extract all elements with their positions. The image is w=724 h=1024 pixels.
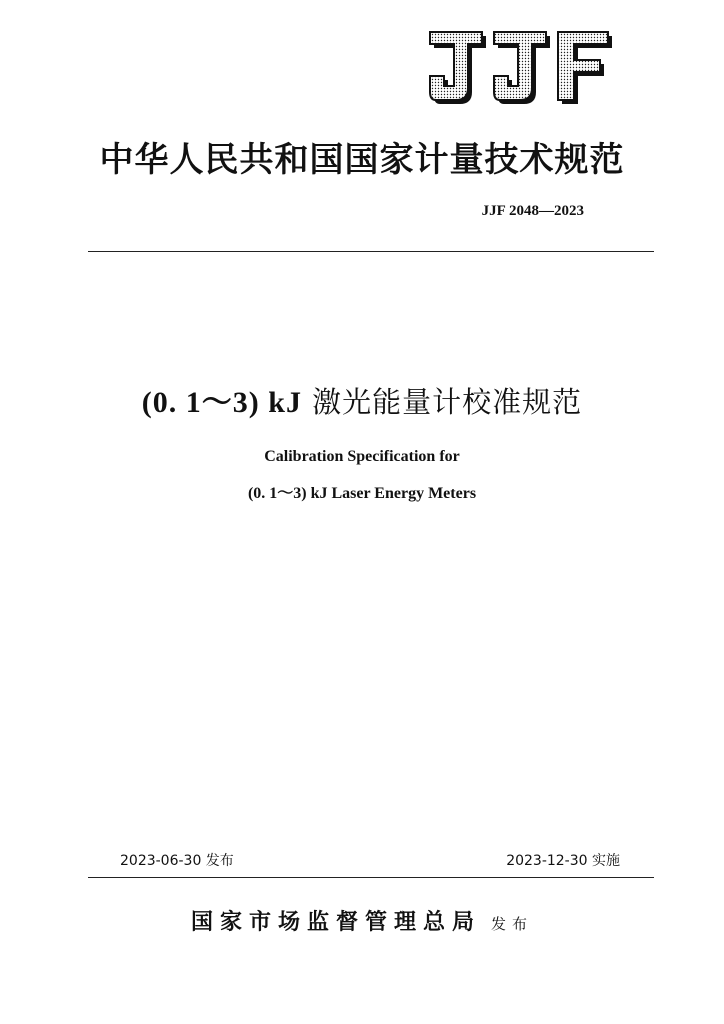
title-unit: kJ	[268, 386, 302, 419]
bottom-divider	[88, 877, 654, 878]
implementation-date: 2023-12-30 实施	[506, 853, 620, 869]
issuer-line	[0, 905, 724, 936]
english-title-line-1: Calibration Specification for	[264, 448, 460, 465]
issue-date: 2023-06-30 发布	[120, 853, 234, 869]
issuer-action: 发布	[491, 915, 534, 933]
english-title-line-2: (0. 1～3) kJ Laser Energy Meters	[247, 485, 477, 502]
title-name: 激光能量计校准规范	[301, 385, 583, 419]
standard-code: JJF 2048—2023	[481, 203, 584, 219]
title-range: (0. 1～3)	[141, 386, 269, 419]
jjf-emblem-icon	[428, 30, 614, 108]
org-title: 中华人民共和国国家计量技术规范	[99, 140, 625, 180]
top-divider	[88, 251, 654, 252]
document-title	[0, 377, 724, 421]
issuer-name: 国家市场监督管理总局	[190, 909, 481, 935]
